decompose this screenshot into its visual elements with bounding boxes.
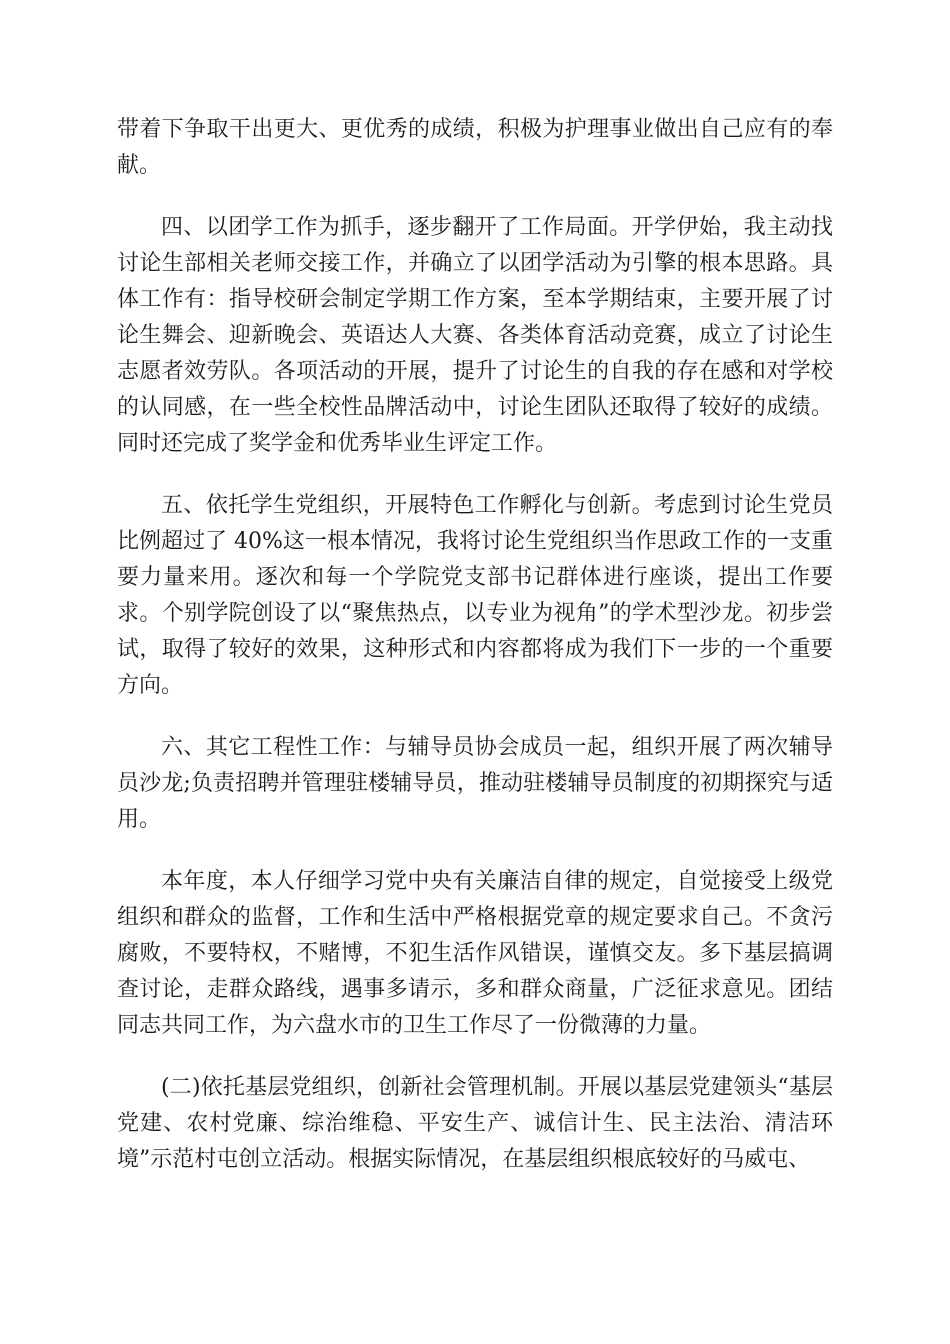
paragraph-section-four: 四、以团学工作为抓手，逐步翻开了工作局面。开学伊始，我主动找讨论生部相关老师交接工作，并确立了以团学活动为引擎的根本思路。具体工作有：指导校研会制定学期工作方案，至本学期结束，主要开展了讨论生舞会、迎新晚会、英语达人大赛、各类体育活动竞赛，成立了讨论生志愿者效劳队。各项活动的开展，提升了讨论生的自我的存在感和对学校的认同感，在一些全校性品牌活动中，讨论生团队还取得了较好的成绩。同时还完成了奖学金和优秀毕业生评定工作。	[117, 215, 833, 456]
paragraph-integrity: 本年度，本人仔细学习党中央有关廉洁自律的规定，自觉接受上级党组织和群众的监督，工作和生活中严格根据党章的规定要求自己。不贪污腐败，不要特权，不赌博，不犯生活作风错误，谨慎交友。多下基层搞调查讨论，走群众路线，遇事多请示，多和群众商量，广泛征求意见。团结同志共同工作，为六盘水市的卫生工作尽了一份微薄的力量。	[117, 869, 833, 1038]
paragraph-continuation: 带着下争取干出更大、更优秀的成绩，积极为护理事业做出自己应有的奉献。	[117, 117, 833, 178]
paragraph-section-two: (二)依托基层党组织，创新社会管理机制。开展以基层党建领头“基层党建、农村党廉、综治维稳、平安生产、诚信计生、民主法治、清洁环境”示范村屯创立活动。根据实际情况，在基层组织根底较好的马威屯、	[117, 1075, 833, 1172]
paragraph-section-five: 五、依托学生党组织，开展特色工作孵化与创新。考虑到讨论生党员比例超过了 40%这一根本情况，我将讨论生党组织当作思政工作的一支重要力量来用。逐次和每一个学院党支部书记群体进行座谈，提出工作要求。个别学院创设了以“聚焦热点，以专业为视角”的学术型沙龙。初步尝试，取得了较好的效果，这种形式和内容都将成为我们下一步的一个重要方向。	[117, 493, 833, 698]
document-body	[117, 112, 833, 1204]
paragraph-section-six: 六、其它工程性工作：与辅导员协会成员一起，组织开展了两次辅导员沙龙;负责招聘并管理驻楼辅导员，推动驻楼辅导员制度的初期探究与适用。	[117, 735, 833, 832]
